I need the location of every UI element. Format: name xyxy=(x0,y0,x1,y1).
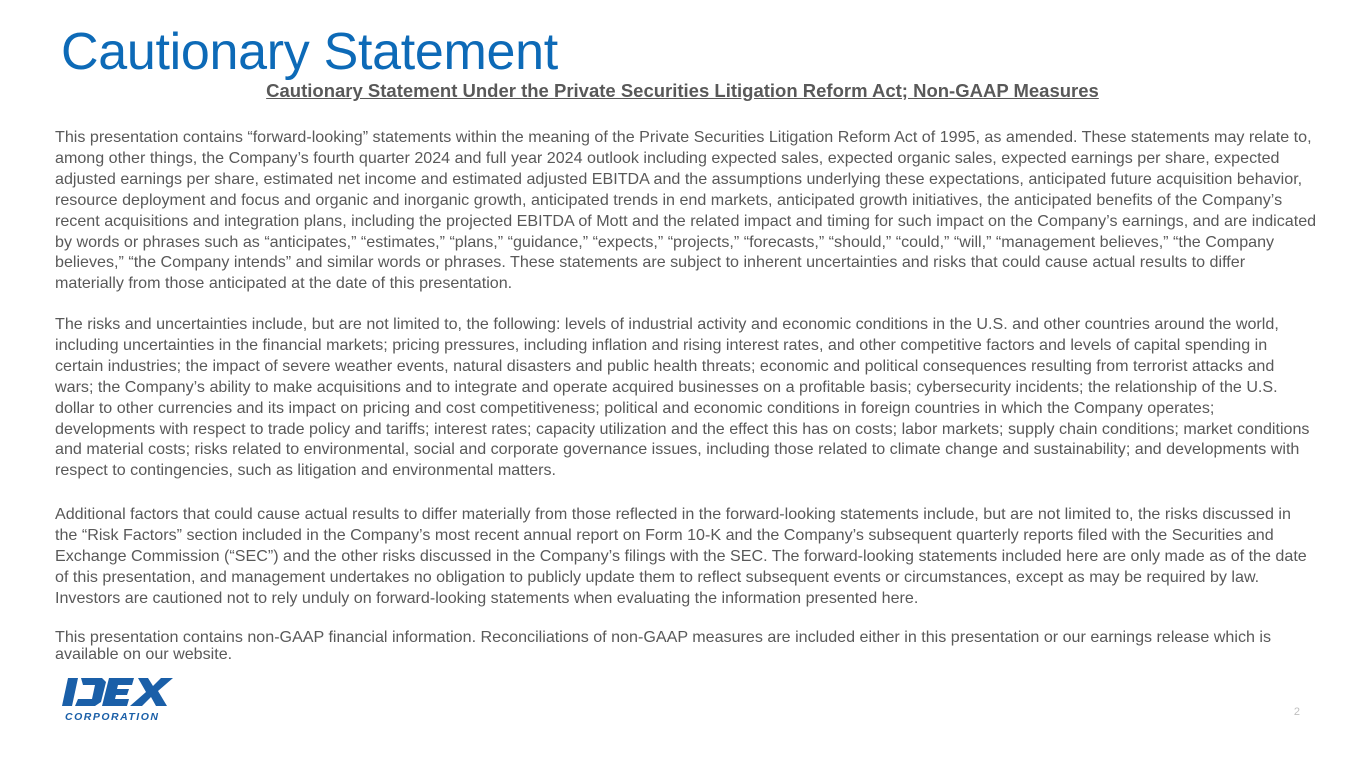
paragraph-additional-factors: Additional factors that could cause actual results to differ materially from those reflected in the forward-looking statements include, but are not limited to, the risks discussed in the “Risk Factors” section included in the Company’s most recent annual report on Form 10-K and the Company’s subsequent quarterly reports filed with the Securities and Exchange Commission (“SEC”) and the other risks discussed in the Company’s filings with the SEC. The forward-looking statements included here are only made as of the date of this presentation, and management undertakes no obligation to publicly update them to reflect subsequent events or circumstances, except as may be required by law. Investors are cautioned not to rely unduly on forward-looking statements when evaluating the information presented here. xyxy=(55,505,1307,607)
paragraph-forward-looking: This presentation contains “forward-looking” statements within the meaning of the Private Securities Litigation Reform Act of 1995, as amended. These statements may relate to, among other things, the Company’s fourth quarter 2024 and full year 2024 outlook including expected sales, expected organic sales, expected earnings per share, expected adjusted earnings per share, estimated net income and estimated adjusted EBITDA and the assumptions underlying these expectations, anticipated future acquisition behavior, resource deployment and focus and organic and inorganic growth, anticipated trends in end markets, anticipated growth initiatives, the anticipated benefits of the Company’s recent acquisitions and integration plans, including the projected EBITDA of Mott and the related impact and timing for such impact on the Company’s earnings, and are indicated by words or phrases such as “anticipates,” “estimates,” “plans,” “guidance,” “expects,” “projects,” “forecasts,” “should,” “could,” “will,” “management believes,” “the Company believes,” “the Company intends” and similar words or phrases. These statements are subject to inherent uncertainties and risks that could cause actual results to differ materially from those anticipated at the date of this presentation. xyxy=(55,128,1317,293)
paragraph-risks: The risks and uncertainties include, but are not limited to, the following: levels of industrial activity and economic conditions in the U.S. and other countries around the world, including uncertainties in the financial markets; pricing pressures, including inflation and rising interest rates, and other competitive factors and levels of capital spending in certain industries; the impact of severe weather events, natural disasters and public health threats; economic and political consequences resulting from terrorist attacks and wars; the Company’s ability to make acquisitions and to integrate and operate acquired businesses on a profitable basis; cybersecurity incidents; the relationship of the U.S. dollar to other currencies and its impact on pricing and cost competitiveness; political and economic conditions in foreign countries in which the Company operates; developments with respect to trade policy and tariffs; interest rates; capacity utilization and the effect this has on costs; labor markets; supply chain conditions; market conditions and material costs; risks related to environmental, social and corporate governance issues, including those related to climate change and sustainability; and developments with respect to contingencies, such as litigation and environmental matters. xyxy=(55,315,1310,480)
slide-subtitle: Cautionary Statement Under the Private Securities Litigation Reform Act; Non-GAAP Measures xyxy=(266,80,1099,101)
page-number: 2 xyxy=(1293,706,1300,718)
logo-caption: CORPORATION xyxy=(65,711,160,723)
paragraph-non-gaap: This presentation contains non-GAAP financial information. Reconciliations of non-GAAP measures are included either in this presentation or our earnings release which is available on our website. xyxy=(55,628,1272,663)
slide-title: Cautionary Statement xyxy=(61,23,558,81)
idex-logo xyxy=(60,677,175,723)
